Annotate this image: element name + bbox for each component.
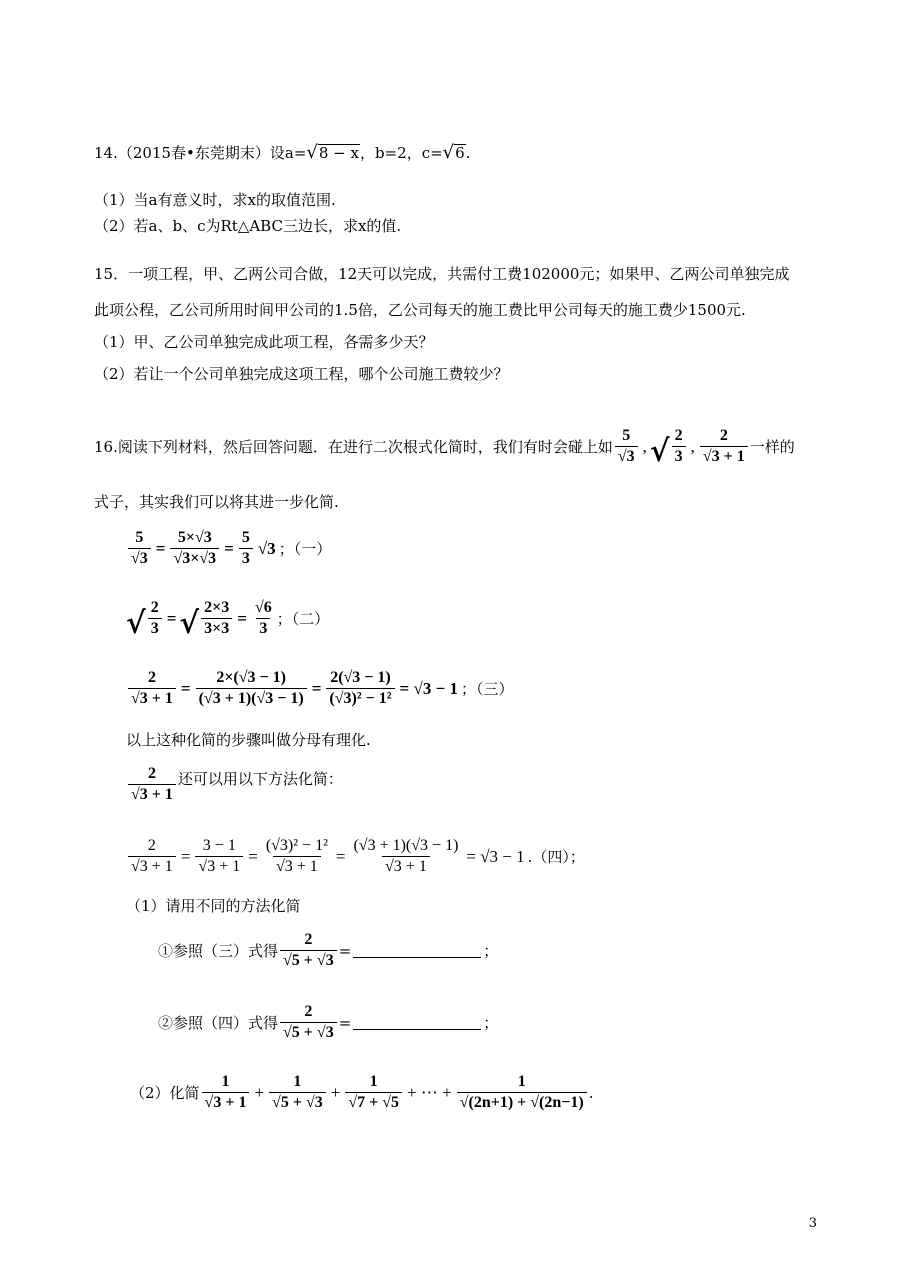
ref3-text: ①参照（三）式得 <box>158 942 279 960</box>
semicolon: ； <box>483 942 499 960</box>
q16-intro-prefix: 16.阅读下列材料，然后回答问题．在进行二次根式化简时，我们有时会碰上如 <box>94 438 613 456</box>
equals-sign: = <box>338 1013 352 1032</box>
q14-sub1: （1）当a有意义时，求x的取值范围. <box>94 191 336 209</box>
q16-part1: （1）请用不同的方法化简 <box>126 897 301 915</box>
part2-text: （2）化简 <box>130 1084 200 1102</box>
page-number: 3 <box>808 1216 817 1231</box>
equals-sign: = <box>338 941 352 960</box>
q16-intro-suffix: 一样的 <box>749 438 795 456</box>
q14-end: . <box>465 143 471 162</box>
answer-blank-1[interactable] <box>353 943 481 958</box>
label-3: ；（三） <box>461 680 514 698</box>
also-line: $\frac{2}{√3 + 1}$ 还可以用以下方法化简： <box>126 764 343 805</box>
label-4: .（四）； <box>527 848 585 866</box>
formula-1: $\frac{5}{√3}$ = $\frac{5\times√3}{√3\times√3}$ = $\frac{5}{3}$ √3 ；（一） <box>126 528 331 569</box>
q14-b-part: ，b=2，c= <box>359 144 443 162</box>
q14-line1 <box>94 142 470 163</box>
also-text: 还可以用以下方法化简： <box>177 770 343 788</box>
q14-sub2: （2）若a、b、c为Rt△ABC三边长，求x的值. <box>94 217 402 235</box>
answer-blank-2[interactable] <box>353 1015 481 1030</box>
ref4-text: ②参照（四）式得 <box>158 1014 279 1032</box>
formula-2: √ $\frac{2}{3}$ = √ $\frac{2\times 3}{3\times 3}$ = $\frac{√6}{3}$ ；（二） <box>126 599 330 641</box>
q15-sub1: （1）甲、乙公司单独完成此项工程，各需多少天？ <box>94 333 434 351</box>
q16-intro: 16.阅读下列材料，然后回答问题．在进行二次根式化简时，我们有时会碰上如 $\frac{5}{√3}$ , √ $\frac{2}{3}$ , $\frac{2}{√3 + 1}$ 一样的 <box>94 427 795 469</box>
sqrt-expression: √ 8 − x <box>306 141 359 163</box>
ref4-line: ②参照（四）式得 $\frac{2}{√5 + √3}$ = ； <box>158 1003 499 1041</box>
label-1: ；（一） <box>278 540 332 558</box>
period: . <box>588 1083 594 1102</box>
fraction: $\frac{2}{√3 + 1}$ <box>700 426 748 467</box>
formula-4: $\frac{2}{√3 + 1}$ = $\frac{3 - 1}{√3 + 1}$ = $\frac{\text{(√3)² − 1²}}{√3 + 1}$ = $\frac{(√3 + 1)(√3 - 1)}{√3 + 1}$ = √3 − 1 .（四）； <box>126 836 585 877</box>
q14-c-expr: 6 <box>455 143 465 162</box>
q16-intro-line2: 式子，其实我们可以将其进一步化简. <box>94 493 339 511</box>
fraction: $\frac{5}{√3}$ <box>615 426 638 467</box>
q15-sub2: （2）若让一个公司单独完成这项工程，哪个公司施工费较少？ <box>94 365 509 383</box>
q15-line1: 15．一项工程，甲、乙两公司合做，12天可以完成，共需付工费102000元；如果甲、乙两公司单独完成 <box>94 265 790 283</box>
sqrt-fraction: √ $\frac{2}{3}$ <box>650 426 688 467</box>
q15-line2: 此项公程，乙公司所用时间甲公司的1.5倍，乙公司每天的施工费比甲公司每天的施工费少1500元. <box>94 301 746 319</box>
part2-line: （2）化简 $\frac{1}{√3 + 1}$ + $\frac{1}{√5 + √3}$ + $\frac{1}{√7 + √5}$ + ⋯ + $\frac{1}{√(2n+1) + √(2n-1)}$ . <box>130 1073 594 1111</box>
label-2: ；（二） <box>276 610 330 628</box>
semicolon: ； <box>483 1014 499 1032</box>
sqrt-expression: √ 6 <box>442 141 465 163</box>
rationalize-text: 以上这种化简的步骤叫做分母有理化. <box>126 731 371 749</box>
q14-a-expr: 8 − x <box>318 143 359 162</box>
q14-prefix: 14.（2015春•东莞期末）设a= <box>94 144 307 162</box>
ref3-line: ①参照（三）式得 $\frac{2}{√5 + √3}$ = ； <box>158 931 499 969</box>
formula-3: $\frac{2}{√3 + 1}$ = $\frac{2\times(√3 - 1)}{(√3 + 1)(√3 - 1)}$ = $\frac{2(√3 - 1)}{\text{(√3)² − 1²}}$ = √3 − 1 ；（三） <box>126 668 514 709</box>
